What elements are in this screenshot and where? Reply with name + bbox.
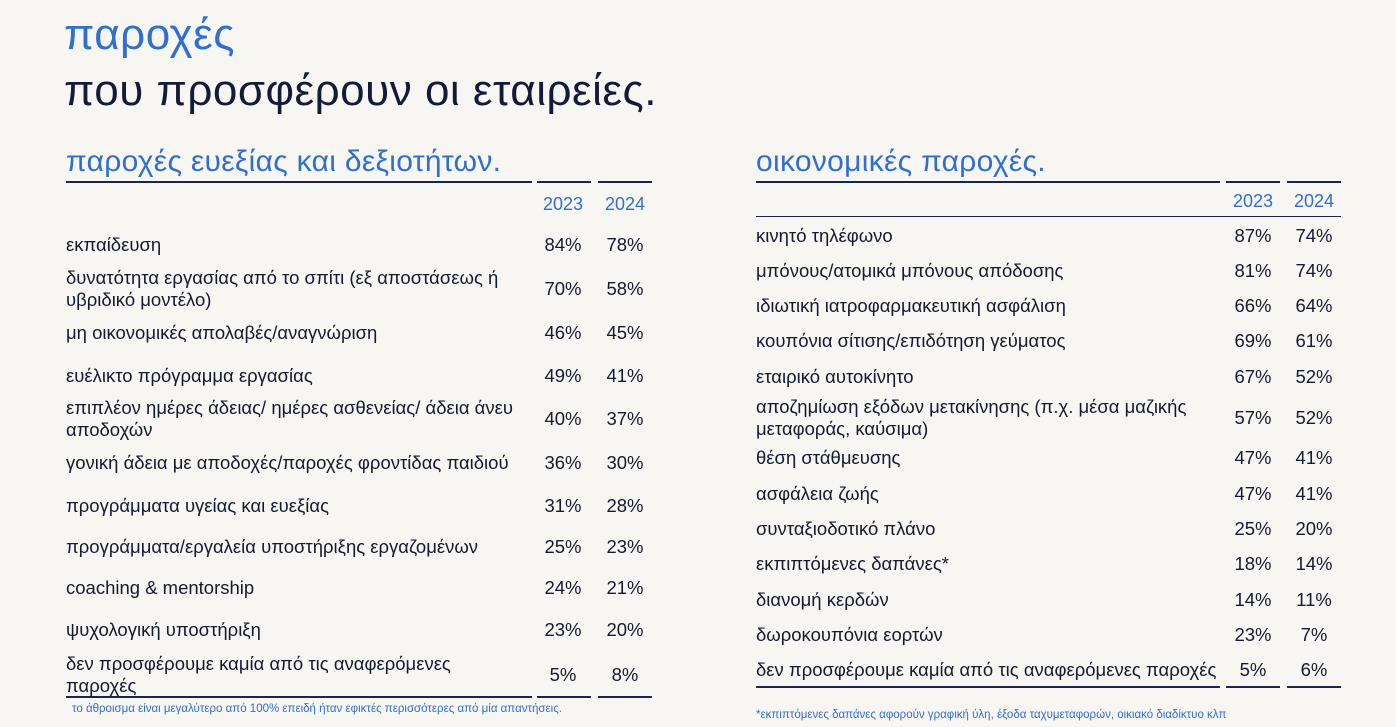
right-row-value-2024: 11% xyxy=(1296,589,1332,610)
left-row-label: επιπλέον ημέρες άδειας/ ημέρες ασθενείας/ άδεια άνευ αποδοχών xyxy=(66,397,513,440)
left-row-value-2023: 24% xyxy=(544,577,582,598)
right-row-value-2023: 25% xyxy=(1234,518,1272,539)
left-row-label: δυνατότητα εργασίας από το σπίτι (εξ αποστάσεως ή υβριδικό μοντέλο) xyxy=(66,267,499,310)
left-row-label: coaching & mentorship xyxy=(66,577,255,598)
right-row-value-2023: 81% xyxy=(1234,260,1272,281)
left-row-value-2024: 45% xyxy=(606,322,644,343)
left-row-value-2024: 41% xyxy=(606,365,644,386)
left-row-value-2023: 31% xyxy=(544,495,582,516)
right-row-value-2023: 47% xyxy=(1234,447,1272,468)
right-row-value-2024: 41% xyxy=(1295,483,1333,504)
right-row-value-2023: 5% xyxy=(1239,659,1267,680)
right-row-value-2023: 18% xyxy=(1234,553,1272,574)
page-title-line1: παροχές xyxy=(64,10,235,59)
left-row-value-2024: 28% xyxy=(606,495,644,516)
left-row-label: ευέλικτο πρόγραμμα εργασίας xyxy=(66,365,313,386)
right-row-value-2024: 74% xyxy=(1295,260,1333,281)
right-row-value-2023: 67% xyxy=(1234,366,1272,387)
right-row-label: ασφάλεια ζωής xyxy=(756,483,879,504)
left-row-label: προγράμματα υγείας και ευεξίας xyxy=(66,495,330,516)
right-row-label: εκπιπτόμενες δαπάνες* xyxy=(756,553,949,574)
left-year-2023: 2023 xyxy=(542,194,584,214)
right-row-value-2023: 47% xyxy=(1234,483,1272,504)
right-row-value-2024: 52% xyxy=(1295,366,1333,387)
right-row-value-2023: 23% xyxy=(1234,624,1272,645)
right-col2023-bottomline xyxy=(1226,686,1280,688)
right-section-heading: οικονομικές παροχές. xyxy=(756,145,1046,178)
right-row-value-2024: 64% xyxy=(1295,295,1333,316)
right-row-value-2024: 41% xyxy=(1295,447,1333,468)
right-header-rule xyxy=(756,216,1341,217)
right-row-value-2023: 66% xyxy=(1234,295,1272,316)
right-row-value-2024: 7% xyxy=(1300,624,1328,645)
right-row-label: δεν προσφέρουμε καμία από τις αναφερόμενες παροχές xyxy=(756,659,1217,680)
left-heading-underline xyxy=(66,181,532,183)
left-col2024-topline xyxy=(598,181,652,183)
left-col2024-bottomline xyxy=(598,696,652,698)
left-row-value-2024: 30% xyxy=(606,452,644,473)
left-row-value-2024: 23% xyxy=(606,536,644,557)
right-row-value-2023: 87% xyxy=(1234,225,1272,246)
left-year-2024: 2024 xyxy=(604,194,646,214)
right-row-value-2023: 69% xyxy=(1234,330,1272,351)
left-row-value-2023: 23% xyxy=(544,619,582,640)
right-footnote: *εκπιπτόμενες δαπάνες αφορούν γραφική ύλη, έξοδα ταχυμεταφορών, οικιακό διαδίκτυο κλπ xyxy=(756,709,1227,721)
right-row-value-2024: 61% xyxy=(1295,330,1333,351)
left-row-value-2024: 58% xyxy=(606,278,644,299)
right-col2023-topline xyxy=(1226,181,1280,183)
left-row-value-2023: 70% xyxy=(544,278,582,299)
right-year-2024: 2024 xyxy=(1293,191,1335,211)
right-row-label: συνταξιοδοτικό πλάνο xyxy=(756,518,936,539)
left-row-label: μη οικονομικές απολαβές/αναγνώριση xyxy=(66,322,378,343)
right-row-label: διανομή κερδών xyxy=(756,589,889,610)
right-year-2023: 2023 xyxy=(1232,191,1274,211)
left-row-value-2024: 20% xyxy=(606,619,644,640)
left-section-heading: παροχές ευεξίας και δεξιοτήτων. xyxy=(66,145,502,178)
right-row-label: δωροκουπόνια εορτών xyxy=(756,624,943,645)
page-title-line2: που προσφέρουν οι εταιρείες. xyxy=(64,66,657,115)
left-row-value-2023: 49% xyxy=(544,365,582,386)
left-row-label: γονική άδεια με αποδοχές/παροχές φροντίδας παιδιού xyxy=(66,452,509,473)
left-row-label: ψυχολογική υποστήριξη xyxy=(66,619,261,640)
left-row-value-2024: 21% xyxy=(606,577,644,598)
right-row-label: μπόνους/ατομικά μπόνους απόδοσης xyxy=(756,260,1064,281)
left-col2023-bottomline xyxy=(537,696,591,698)
left-bottom-line xyxy=(66,696,532,698)
right-bottom-line xyxy=(756,686,1220,688)
left-row-value-2024: 37% xyxy=(606,408,644,429)
right-row-label: κινητό τηλέφωνο xyxy=(756,225,893,246)
right-col2024-topline xyxy=(1287,181,1341,183)
right-row-label: θέση στάθμευσης xyxy=(756,447,901,468)
left-row-value-2023: 5% xyxy=(549,664,577,685)
right-row-label: αποζημίωση εξόδων μετακίνησης (π.χ. μέσα μαζικής μεταφοράς, καύσιμα) xyxy=(756,396,1187,439)
right-row-value-2024: 6% xyxy=(1300,659,1328,680)
left-row-value-2024: 8% xyxy=(611,664,639,685)
right-row-value-2024: 74% xyxy=(1295,225,1333,246)
left-row-value-2023: 36% xyxy=(544,452,582,473)
right-row-label: κουπόνια σίτισης/επιδότηση γεύματος xyxy=(756,330,1066,351)
right-row-value-2024: 52% xyxy=(1295,407,1333,428)
right-row-value-2023: 57% xyxy=(1234,407,1272,428)
left-row-value-2024: 78% xyxy=(606,234,644,255)
left-row-value-2023: 46% xyxy=(544,322,582,343)
left-row-value-2023: 25% xyxy=(544,536,582,557)
left-row-label: δεν προσφέρουμε καμία από τις αναφερόμενες παροχές xyxy=(66,653,451,696)
left-row-value-2023: 84% xyxy=(544,234,582,255)
left-footnote: το άθροισμα είναι μεγαλύτερο από 100% επειδή ήταν εφικτές περισσότερες από μία απαντήσεις. xyxy=(72,703,562,715)
right-row-value-2023: 14% xyxy=(1234,589,1272,610)
right-row-value-2024: 14% xyxy=(1295,553,1333,574)
right-row-label: ιδιωτική ιατροφαρμακευτική ασφάλιση xyxy=(756,295,1066,316)
right-row-label: εταιρικό αυτοκίνητο xyxy=(756,366,914,387)
left-row-label: εκπαίδευση xyxy=(66,234,162,255)
left-col2023-topline xyxy=(537,181,591,183)
left-row-value-2023: 40% xyxy=(544,408,582,429)
right-col2024-bottomline xyxy=(1287,686,1341,688)
right-heading-underline xyxy=(756,181,1220,183)
right-row-value-2024: 20% xyxy=(1295,518,1333,539)
left-row-label: προγράμματα/εργαλεία υποστήριξης εργαζομένων xyxy=(66,536,479,557)
